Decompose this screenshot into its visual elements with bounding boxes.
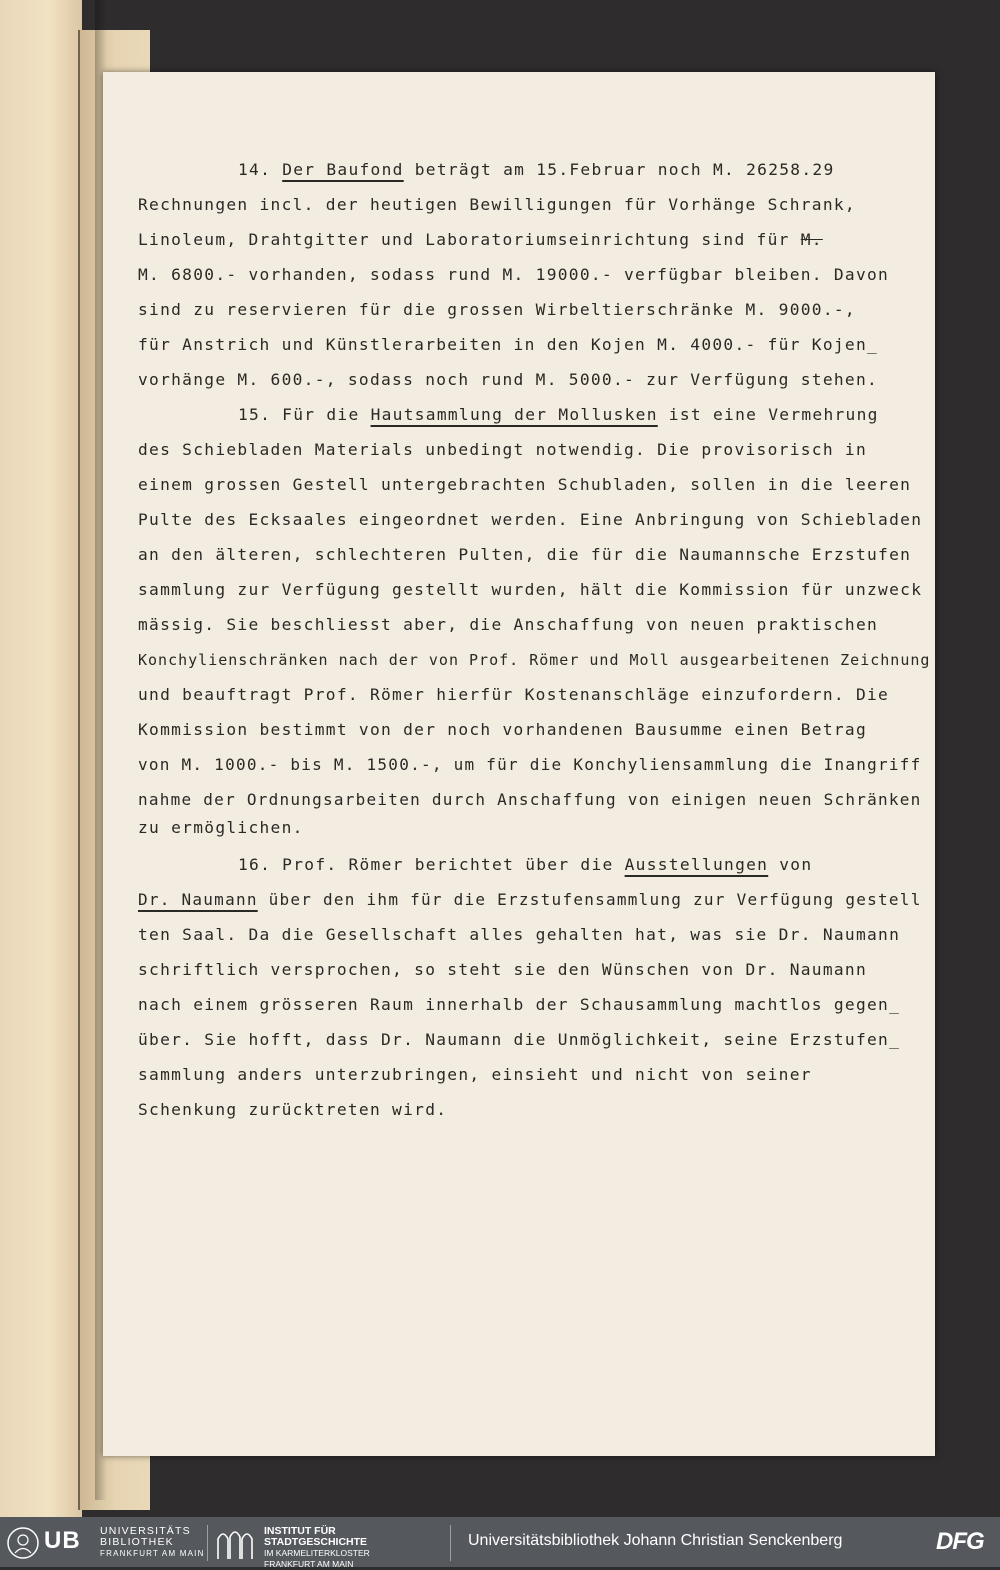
text-line: zu ermöglichen. (138, 818, 304, 837)
footer-bar (0, 1517, 1000, 1567)
text-line: Rechnungen incl. der heutigen Bewilligungen für Vorhänge Schrank, (138, 195, 856, 214)
text-line: Pulte des Ecksaales eingeordnet werden. Eine Anbringung von Schiebladen (138, 510, 923, 529)
text-line: 14. Der Baufond beträgt am 15.Februar noch M. 26258.29 (238, 160, 835, 179)
text-line: über. Sie hofft, dass Dr. Naumann die Unmöglichkeit, seine Erzstufen_ (138, 1030, 901, 1049)
footer-divider (450, 1525, 451, 1561)
institute-line: INSTITUT FÜR (264, 1525, 336, 1537)
text-line: von M. 1000.- bis M. 1500.-, um für die Konchyliensammlung die Inangriff (138, 755, 922, 774)
institute-line: FRANKFURT AM MAIN (264, 1559, 354, 1569)
text-line: vorhänge M. 600.-, sodass noch rund M. 5000.- zur Verfügung stehen. (138, 370, 879, 389)
ub-logo-line: UNIVERSITÄTS (100, 1525, 191, 1537)
university-seal-icon (6, 1526, 40, 1560)
ub-logo-text (100, 1526, 205, 1559)
text-line: Schenkung zurücktreten wird. (138, 1100, 448, 1119)
text-line: nahme der Ordnungsarbeiten durch Anschaffung von einigen neuen Schränken (138, 790, 922, 809)
dfg-logo: DFG (936, 1528, 984, 1555)
institute-line: IM KARMELITERKLOSTER (264, 1548, 370, 1558)
text-line: nach einem grösseren Raum innerhalb der Schausammlung machtlos gegen_ (138, 995, 901, 1014)
text-line: des Schiebladen Materials unbedingt notwendig. Die provisorisch in (138, 440, 868, 459)
text-line: 15. Für die Hautsammlung der Mollusken ist eine Vermehrung (238, 405, 879, 424)
document-page (103, 72, 935, 1456)
text-line: und beauftragt Prof. Römer hierfür Kostenanschläge einzufordern. Die (138, 685, 890, 704)
text-line: Kommission bestimmt von der noch vorhandenen Bausumme einen Betrag (138, 720, 868, 739)
text-line: Linoleum, Drahtgitter und Laboratoriumseinrichtung sind für M. (138, 230, 823, 249)
footer-divider (207, 1525, 208, 1561)
text-line: Konchylienschränken nach der von Prof. Römer und Moll ausgearbeitenen Zeichnung (138, 651, 931, 669)
text-line: sammlung zur Verfügung gestellt wurden, hält die Kommission für unzweck (138, 580, 923, 599)
underlined-phrase: Der Baufond (282, 160, 404, 179)
text-line: sammlung anders unterzubringen, einsieht und nicht von seiner (138, 1065, 812, 1084)
text-line: ten Saal. Da die Gesellschaft alles gehalten hat, was sie Dr. Naumann (138, 925, 901, 944)
institute-logo-text (264, 1526, 370, 1570)
underlined-phrase: Hautsammlung der Mollusken (370, 405, 658, 424)
text-line: für Anstrich und Künstlerarbeiten in den Kojen M. 4000.- für Kojen_ (138, 335, 879, 354)
underlined-phrase: Ausstellungen (624, 855, 769, 874)
background-paper-left (0, 0, 82, 1567)
text-line: einem grossen Gestell untergebrachten Schubladen, sollen in die leeren (138, 475, 912, 494)
underlined-phrase: Dr. Naumann (138, 890, 258, 909)
text-line: Dr. Naumann über den ihm für die Erzstufensammlung zur Verfügung gestell (138, 890, 922, 909)
text-line: sind zu reservieren für die grossen Wirbeltierschränke M. 9000.-, (138, 300, 856, 319)
library-name: Universitätsbibliothek Johann Christian Senckenberg (468, 1532, 843, 1549)
text-line: an den älteren, schlechteren Pulten, die für die Naumannsche Erzstufen (138, 545, 912, 564)
text-line: 16. Prof. Römer berichtet über die Ausstellungen von (238, 855, 813, 874)
institute-arches-icon (215, 1525, 255, 1561)
struck-phrase: M. (800, 230, 823, 249)
institute-line: STADTGESCHICHTE (264, 1536, 368, 1548)
ub-logo-mark: UB (44, 1527, 81, 1554)
ub-logo-line: BIBLIOTHEK (100, 1536, 174, 1548)
text-line: mässig. Sie beschliesst aber, die Anschaffung von neuen praktischen (138, 615, 879, 634)
text-line: schriftlich versprochen, so steht sie den Wünschen von Dr. Naumann (138, 960, 868, 979)
ub-logo-line: FRANKFURT AM MAIN (100, 1549, 205, 1558)
text-line: M. 6800.- vorhanden, sodass rund M. 19000.- verfügbar bleiben. Davon (138, 265, 890, 284)
